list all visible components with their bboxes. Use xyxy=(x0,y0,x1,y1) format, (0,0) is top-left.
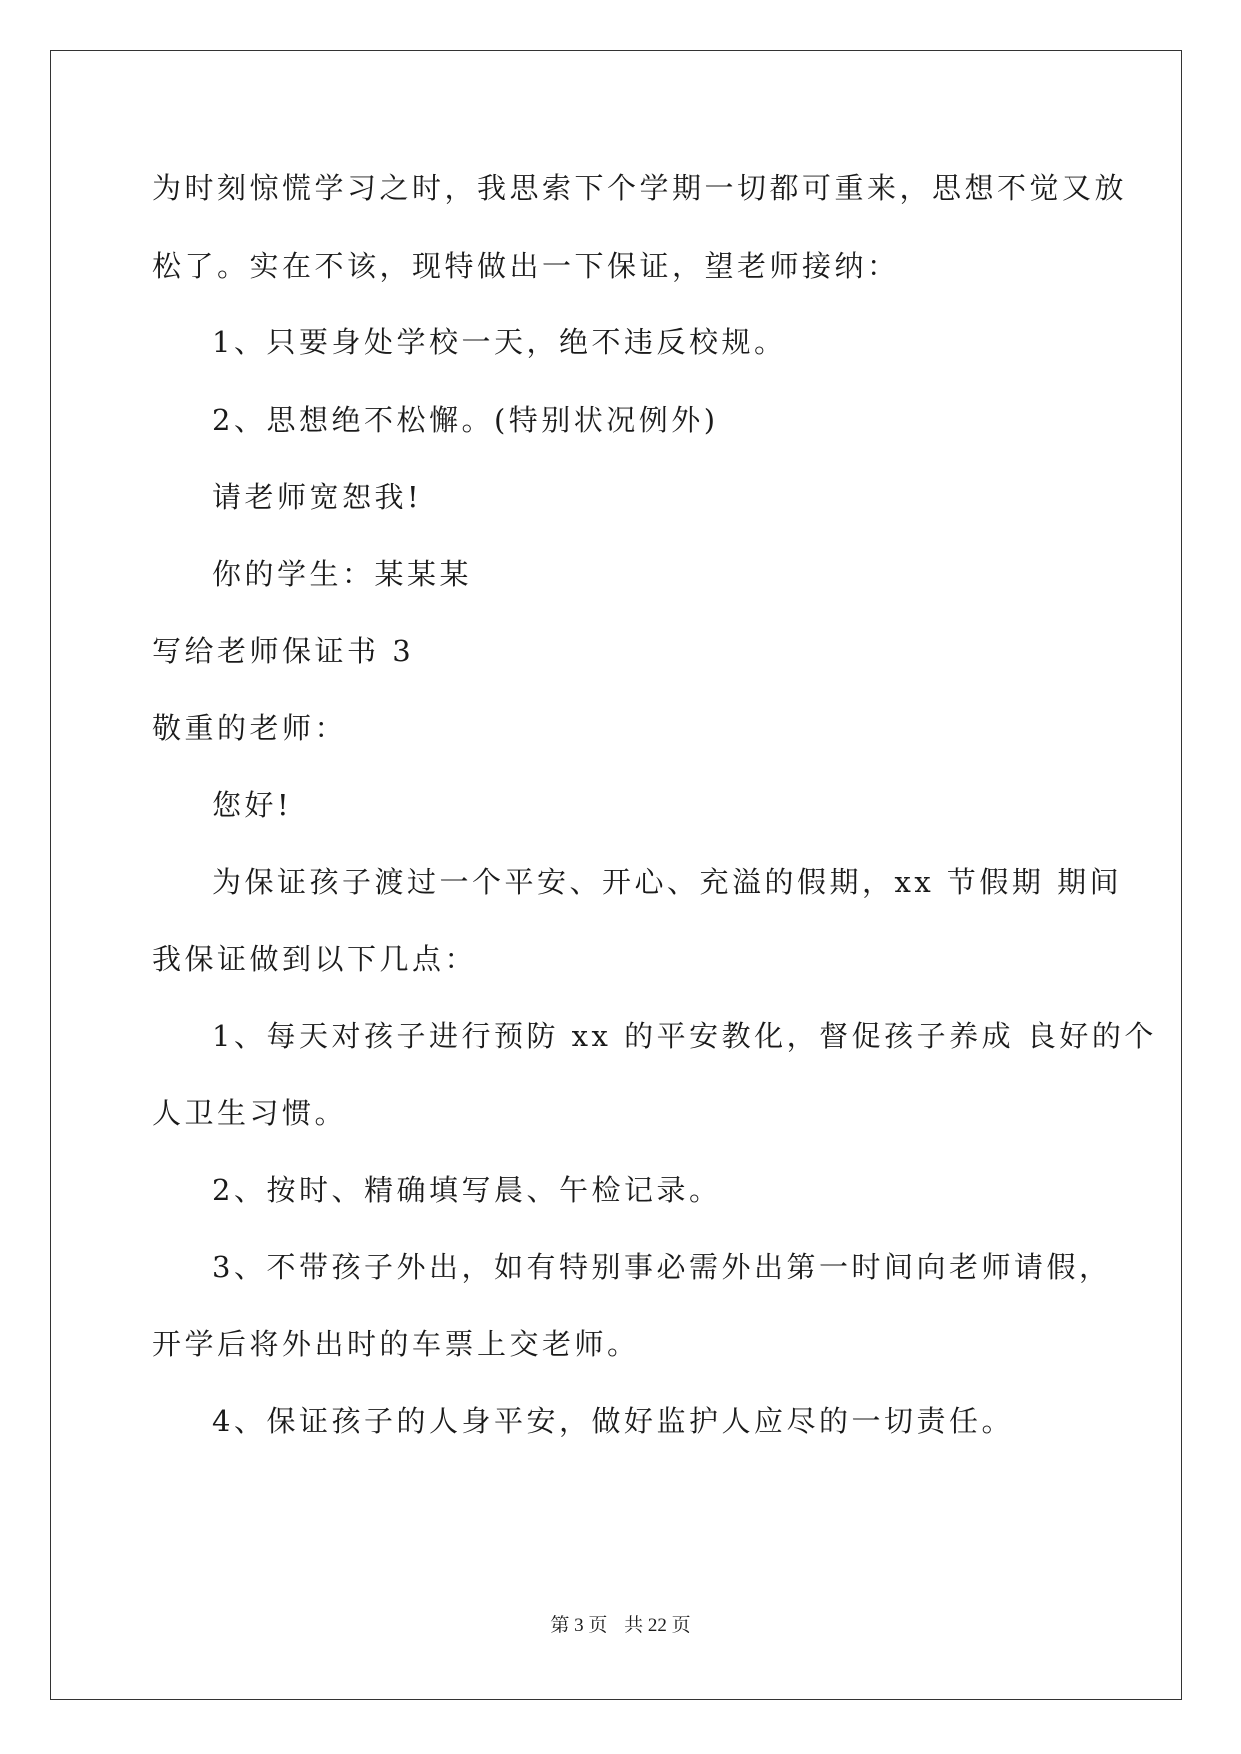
paragraph-line: 请老师宽恕我! xyxy=(212,480,423,514)
list-item: 1、只要身处学校一天，绝不违反校规。 xyxy=(212,325,787,359)
paragraph-line: 人卫生习惯。 xyxy=(152,1096,348,1130)
paragraph-line: 开学后将外出时的车票上交老师。 xyxy=(152,1327,640,1361)
list-item: 3、不带孩子外出，如有特别事必需外出第一时间向老师请假， xyxy=(212,1250,1112,1284)
list-item: 2、按时、精确填写晨、午检记录。 xyxy=(212,1173,722,1207)
page-total: 共 22 页 xyxy=(624,1615,691,1636)
page-number: 第 3 页 xyxy=(550,1615,608,1636)
section-title: 写给老师保证书 3 xyxy=(152,634,415,668)
greeting: 您好! xyxy=(212,788,293,822)
paragraph-line: 为时刻惊慌学习之时，我思索下个学期一切都可重来，思想不觉又放 xyxy=(152,171,1128,205)
list-item: 2、思想绝不松懈。(特别状况例外) xyxy=(212,403,719,437)
list-item: 1、每天对孩子进行预防 xx 的平安教化，督促孩子养成 良好的个 xyxy=(212,1019,1157,1053)
salutation: 敬重的老师： xyxy=(152,711,348,745)
paragraph-line: 松了。实在不该，现特做出一下保证，望老师接纳： xyxy=(152,249,900,283)
paragraph-line: 为保证孩子渡过一个平安、开心、充溢的假期，xx 节假期 期间 xyxy=(212,865,1123,899)
paragraph-line: 我保证做到以下几点： xyxy=(152,942,478,976)
signature-line: 你的学生：某某某 xyxy=(212,557,473,591)
page-footer xyxy=(0,1614,1241,1638)
list-item: 4、保证孩子的人身平安，做好监护人应尽的一切责任。 xyxy=(212,1404,1014,1438)
